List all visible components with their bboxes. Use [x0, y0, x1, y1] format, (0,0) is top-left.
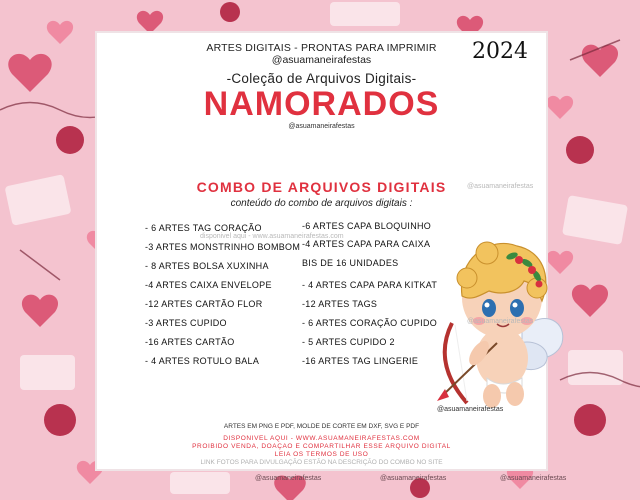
footer-prohibited: PROIBIDO VENDA, DOAÇAO E COMPARTILHAR ESSE ARQUIVO DIGITAL	[192, 443, 451, 450]
watermark-handle: @asuamaneirafestas	[467, 183, 534, 190]
list-item: - 8 ARTES BOLSA XUXINHA	[145, 261, 269, 271]
footer-note: LINK FOTOS PARA DIVULGAÇÃO ESTÃO NA DESCRIÇÃO DO COMBO NO SITE	[200, 459, 443, 466]
footer-terms: LEIA OS TERMOS DE USO	[274, 451, 369, 458]
watermark-url: disponivel aqui - www.asuamaneirafestas.com	[200, 233, 344, 240]
collection-handle: @asuamaneirafestas	[288, 123, 355, 130]
footer-formats: ARTES EM PNG E PDF, MOLDE DE CORTE EM DXF, SVG E PDF	[223, 423, 420, 430]
content-card	[97, 33, 546, 469]
list-item: -3 ARTES CUPIDO	[145, 318, 227, 328]
list-item: -16 ARTES TAG LINGERIE	[302, 356, 419, 366]
collection-subtitle: -Coleção de Arquivos Digitais-	[226, 71, 417, 86]
list-item: -12 ARTES TAGS	[302, 299, 378, 309]
combo-subtitle: conteúdo do combo de arquivos digitais :	[230, 198, 413, 209]
list-item: -12 ARTES CARTÃO FLOR	[145, 299, 263, 309]
illustration-handle: @asuamaneirafestas	[437, 406, 504, 413]
bottom-watermark: @asuamaneirafestas	[380, 475, 447, 482]
list-item: -16 ARTES CARTÃO	[145, 337, 235, 347]
watermark-handle: @asuamaneirafestas	[467, 318, 534, 325]
list-item: BIS DE 16 UNIDADES	[302, 258, 399, 268]
collection-title: NAMORADOS	[203, 85, 440, 123]
list-item: - 5 ARTES CUPIDO 2	[302, 337, 395, 347]
cupid-illustration	[427, 218, 567, 413]
header-handle: @asuamaneirafestas	[271, 54, 372, 66]
footer-available: DISPONIVEL AQUI - WWW.ASUAMANEIRAFESTAS.COM	[223, 435, 420, 442]
list-item: - 6 ARTES TAG CORAÇÃO	[145, 223, 262, 233]
list-item: - 4 ARTES CAPA PARA KITKAT	[302, 280, 438, 290]
bottom-watermark: @asuamaneirafestas	[500, 475, 567, 482]
list-item: - 4 ARTES ROTULO BALA	[145, 356, 260, 366]
list-item: -4 ARTES CAPA PARA CAIXA	[302, 239, 431, 249]
list-item: -3 ARTES MONSTRINHO BOMBOM	[145, 242, 301, 252]
list-item: -6 ARTES CAPA BLOQUINHO	[302, 221, 432, 231]
combo-title: COMBO DE ARQUIVOS DIGITAIS	[196, 179, 447, 195]
year-label: 2024	[472, 39, 528, 64]
bottom-watermark: @asuamaneirafestas	[255, 475, 322, 482]
header-line: ARTES DIGITAIS - PRONTAS PARA IMPRIMIR	[206, 42, 437, 54]
list-item: - 6 ARTES CORAÇÃO CUPIDO	[302, 318, 438, 328]
list-item: -4 ARTES CAIXA ENVELOPE	[145, 280, 272, 290]
